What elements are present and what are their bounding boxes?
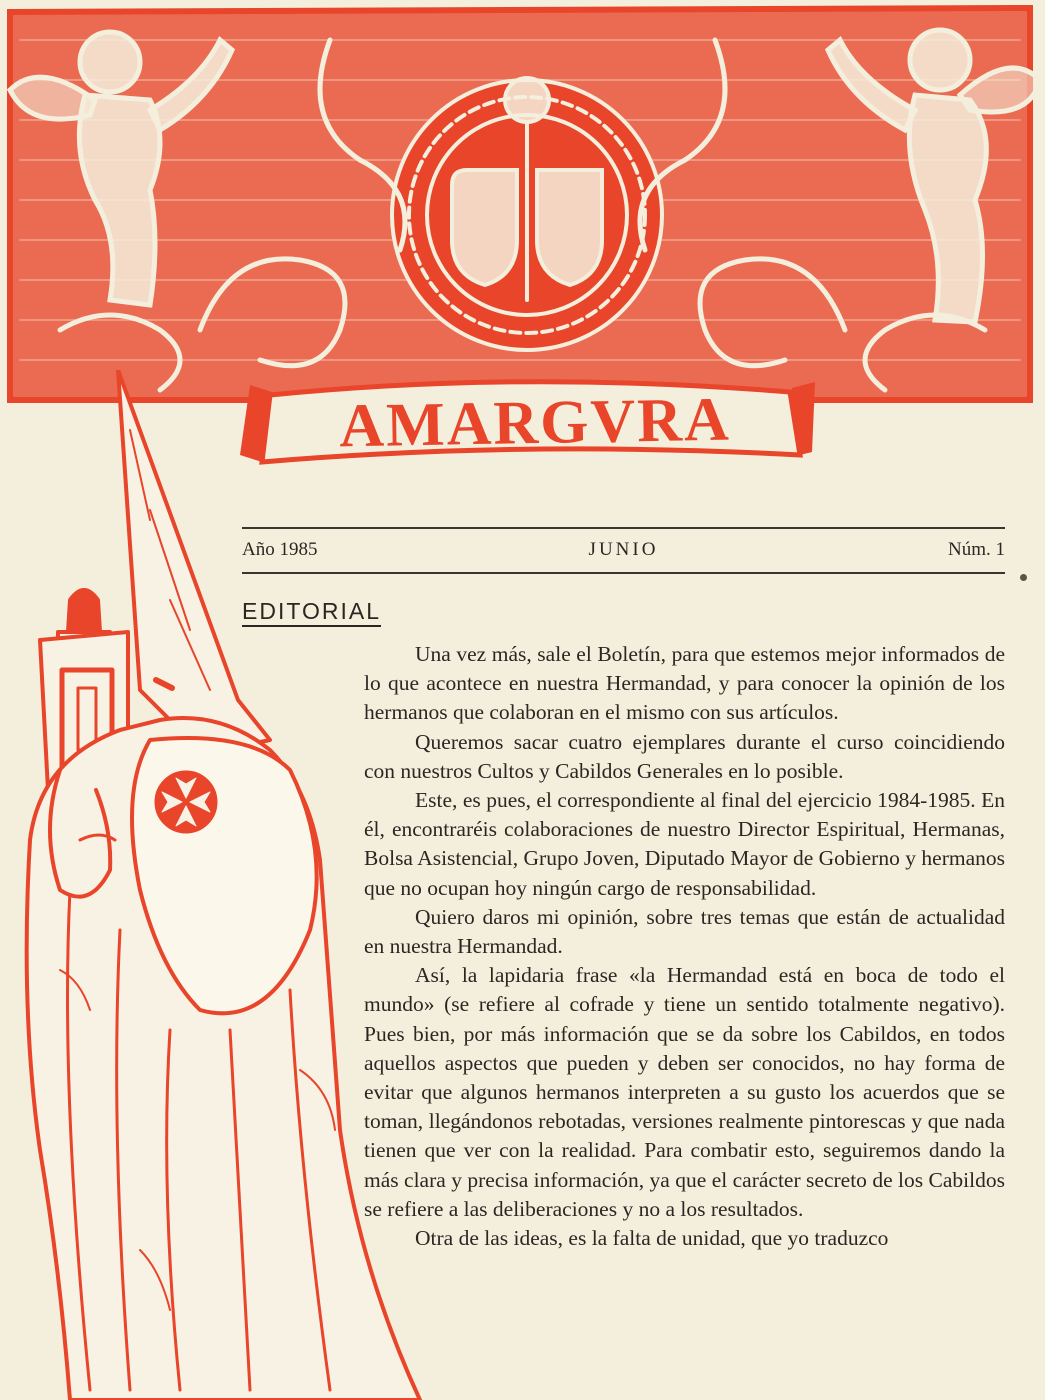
paper-mark [1020,574,1027,581]
paragraph: Este, es pues, el correspondiente al final del ejercicio 1984-1985. En él, encontraréis colaboraciones de nuestro Director Espiritual, Hermanas, Bolsa Asistencial, Grupo Joven, Diputado Mayor de Gobierno y hermanos que no ocupan hoy ningún cargo de responsabilidad. [364,788,1005,900]
paragraph: Otra de las ideas, es la falta de unidad, que yo traduzco [415,1226,889,1251]
section-heading: EDITORIAL [242,598,381,627]
issue-month: JUNIO [588,539,659,560]
paragraph: Así, la lapidaria frase «la Hermandad está en boca de todo el mundo» (se refiere al cofrade y tiene un sentido totalmente negativo). Pues bien, por más información que se da sobre los Cabildos, en todos aquellos aspectos que pueden y deben ser conocidos, no hay forma de evitar que algunos hermanos interpreten a su gusto los acuerdos que se toman, llegándonos rebotadas, versiones realmente pintorescas y que nada tienen que ver con la realidad. Para combatir esto, seguiremos dando la más clara y precisa información, ya que el carácter secreto de los Cabildos se refiere a las deliberaciones y no a los resultados. [364,963,1005,1221]
editorial-article [364,640,1005,1253]
issue-number: Núm. 1 [948,539,1005,560]
paragraph: Quiero daros mi opinión, sobre tres temas que están de actualidad en nuestra Hermandad. [364,904,1005,959]
issue-year: Año 1985 [242,539,318,560]
paragraph: Una vez más, sale el Boletín, para que estemos mejor informados de lo que acontece en nuestra Hermandad, y para conocer la opinión de los hermanos que colaboran en el mismo con sus artículos. [364,642,1005,725]
issue-info-bar [242,527,1005,574]
masthead-title: AMARGVRA [338,385,732,461]
paragraph: Queremos sacar cuatro ejemplares durante el curso coincidiendo con nuestros Cultos y Cabildos Generales en lo posible. [364,729,1005,783]
